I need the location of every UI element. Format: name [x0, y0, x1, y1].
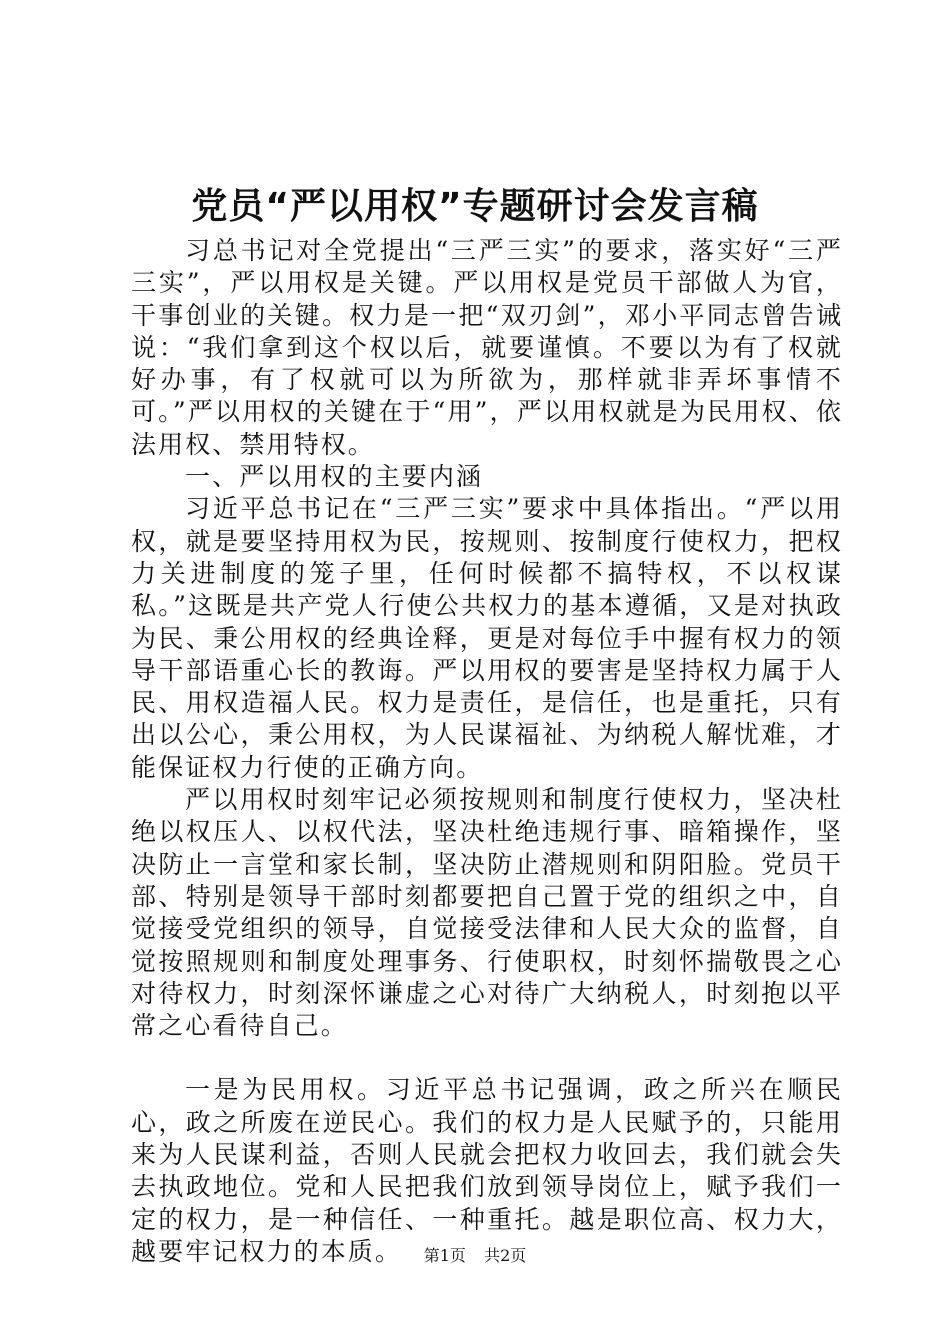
paragraph-intro: 习总书记对全党提出“三严三实”的要求，落实好“三严三实”，严以用权是关键。严以用权是党员干部做人为官，干事创业的关键。权力是一把“双刃剑”，邓小平同志曾告诫说：“我们拿到这个权以后，就要谨慎。不要以为有了权就好办事，有了权就可以为所欲为，那样就非弄坏事情不可。”严以用权的关键在于“用”，严以用权就是为民用权、依法用权、禁用特权。: [131, 236, 843, 459]
paragraph-for-people: 一是为民用权。习近平总书记强调，政之所兴在顺民心，政之所废在逆民心。我们的权力是人民赋予的，只能用来为人民谋利益，否则人民就会把权力收回去，我们就会失去执政地位。党和人民把我们放到领导岗位上，赋予我们一定的权力，是一种信任、一种重托。越是职位高、权力大，越要牢记权力的本质。: [131, 1075, 843, 1266]
page-title: 党员“严以用权”专题研讨会发言稿: [191, 186, 759, 227]
document-body: [131, 235, 843, 1268]
section-heading-1: 一、严以用权的主要内涵: [185, 462, 484, 492]
paragraph-rules: 严以用权时刻牢记必须按规则和制度行使权力，坚决杜绝以权压人、以权代法，坚决杜绝违规行事、暗箱操作，坚决防止一言堂和家长制，坚决防止潜规则和阴阳脸。党员干部、特别是领导干部时刻都要把自己置于党的组织之中，自觉接受党组织的领导，自觉接受法律和人民大众的监督，自觉按照规则和制度处理事务、行使职权，时刻怀揣敬畏之心对待权力，时刻深怀谦虚之心对待广大纳税人，时刻抱以平常之心看待自己。: [131, 785, 843, 1041]
page-total: 共2页: [484, 1246, 527, 1265]
page-number: 第1页: [423, 1246, 466, 1265]
page-footer: [0, 1246, 950, 1266]
paragraph-definition: 习近平总书记在“三严三实”要求中具体指出。“严以用权，就是要坚持用权为民，按规则、按制度行使权力，把权力关进制度的笼子里，任何时候都不搞特权，不以权谋私。”这既是共产党人行使公共权力的基本遵循，又是对执政为民、秉公用权的经典诠释，更是对每位手中握有权力的领导干部语重心长的教诲。严以用权的要害是坚持权力属于人民、用权造福人民。权力是责任，是信任，也是重托，只有出以公心，秉公用权，为人民谋福祉、为纳税人解忧难，才能保证权力行使的正确方向。: [131, 494, 843, 782]
